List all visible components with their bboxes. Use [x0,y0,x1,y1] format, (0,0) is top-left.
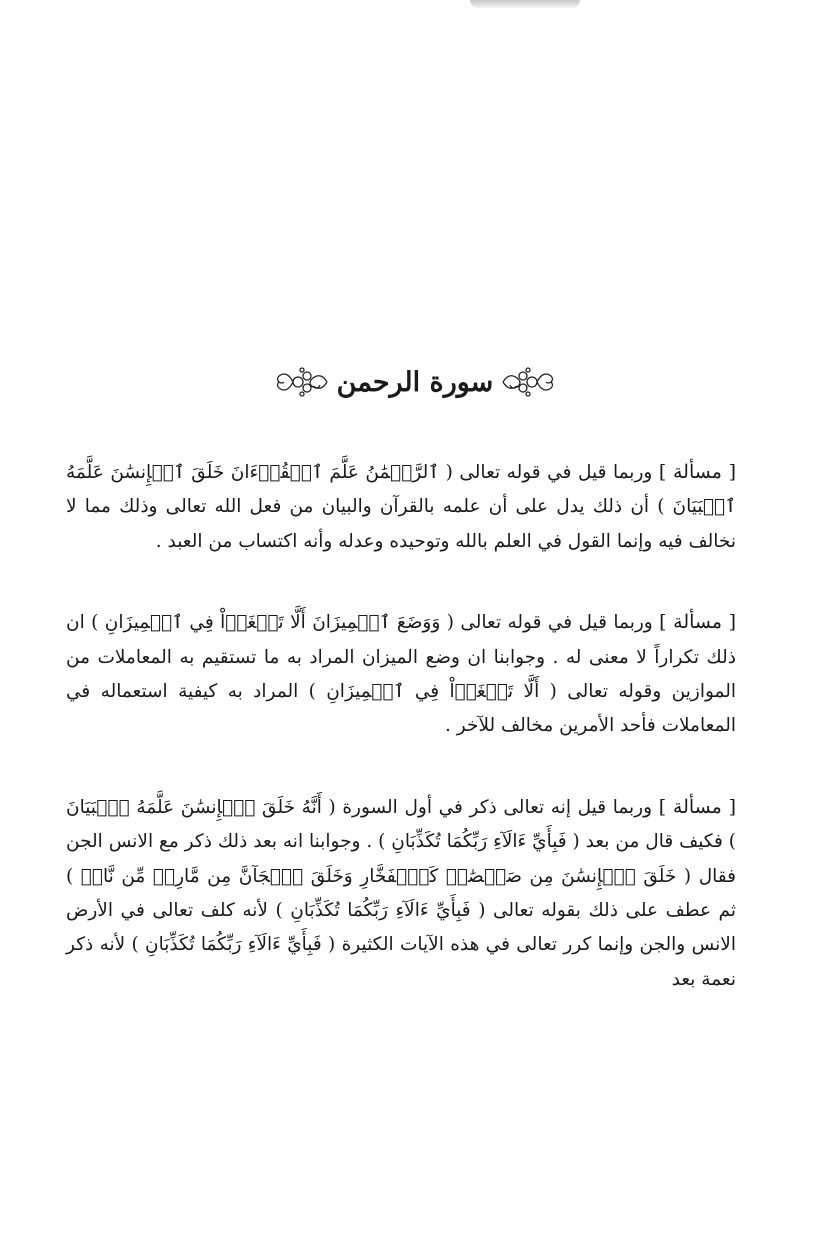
paragraph-text: وربما قيل إنه تعالى ذكر في أول السورة ( أَنَّهُ خَلَقَ ٱلۡإِنسَٰنَ عَلَّمَهُ ٱلۡبَيَانَ ) فكيف قال من بعد ( فَبِأَيِّ ءَالَآءِ رَبِّكُمَا تُكَذِّبَانِ ) . وجوابنا انه بعد ذلك ذكر مع الانس الجن فقال ( خَلَقَ ٱلۡإِنسَٰنَ مِن صَلۡصَٰلٖ كَٱلۡفَخَّارِ وَخَلَقَ ٱلۡجَآنَّ مِن مَّارِجٖ مِّن نَّارٖ ) ثم عطف على ذلك بقوله تعالى ( فَبِأَيِّ ءَالَآءِ رَبِّكُمَا تُكَذِّبَانِ ) لأنه كلف تعالى في الأرض الانس والجن وإنما كرر تعالى في هذه الآيات الكثيرة ( فَبِأَيِّ ءَالَآءِ رَبِّكُمَا تُكَذِّبَانِ ) لأنه ذكر نعمة بعد [66,796,736,990]
paragraph [66,605,736,744]
floral-ornament-icon [273,362,331,402]
paragraph-text: وربما قيل في قوله تعالى ( وَوَضَعَ ٱلۡمِيزَانَ أَلَّا تَطۡغَوۡاْ فِي ٱلۡمِيزَانِ ) ان ذلك تكراراً لا معنى له . وجوابنا ان وضع الميزان المراد به ما تستقيم به المعاملات من الموازين وقوله تعالى ( أَلَّا تَطۡغَوۡاْ فِي ٱلۡمِيزَانِ ) المراد به كيفية استعماله في المعاملات فأحد الأمرين مخالف للآخر . [66,612,736,737]
page-title: سورة الرحمن [336,366,494,398]
question-label: [ مسألة ] [658,795,737,818]
paragraph [66,790,736,997]
document-body [66,455,736,997]
paragraph [66,455,736,559]
paragraph-text: وربما قيل في قوله تعالى ( ٱلرَّحۡمَٰنُ عَلَّمَ ٱلۡقُرۡءَانَ خَلَقَ ٱلۡإِنسَٰنَ عَلَّمَهُ ٱلۡبَيَانَ ) أن ذلك يدل على أن علمه بالقرآن والبيان من فعل الله تعالى وذلك مما لا نخالف فيه وإنما القول في العلم بالله وتوحيده وعدله وأنه اكتساب من العبد . [66,462,736,552]
question-label: [ مسألة ] [658,461,736,483]
surah-heading [0,362,830,406]
page-edge-mark [470,0,580,8]
surah-title-group [273,362,558,402]
floral-ornament-icon [499,362,557,402]
question-label: [ مسألة ] [659,611,737,634]
